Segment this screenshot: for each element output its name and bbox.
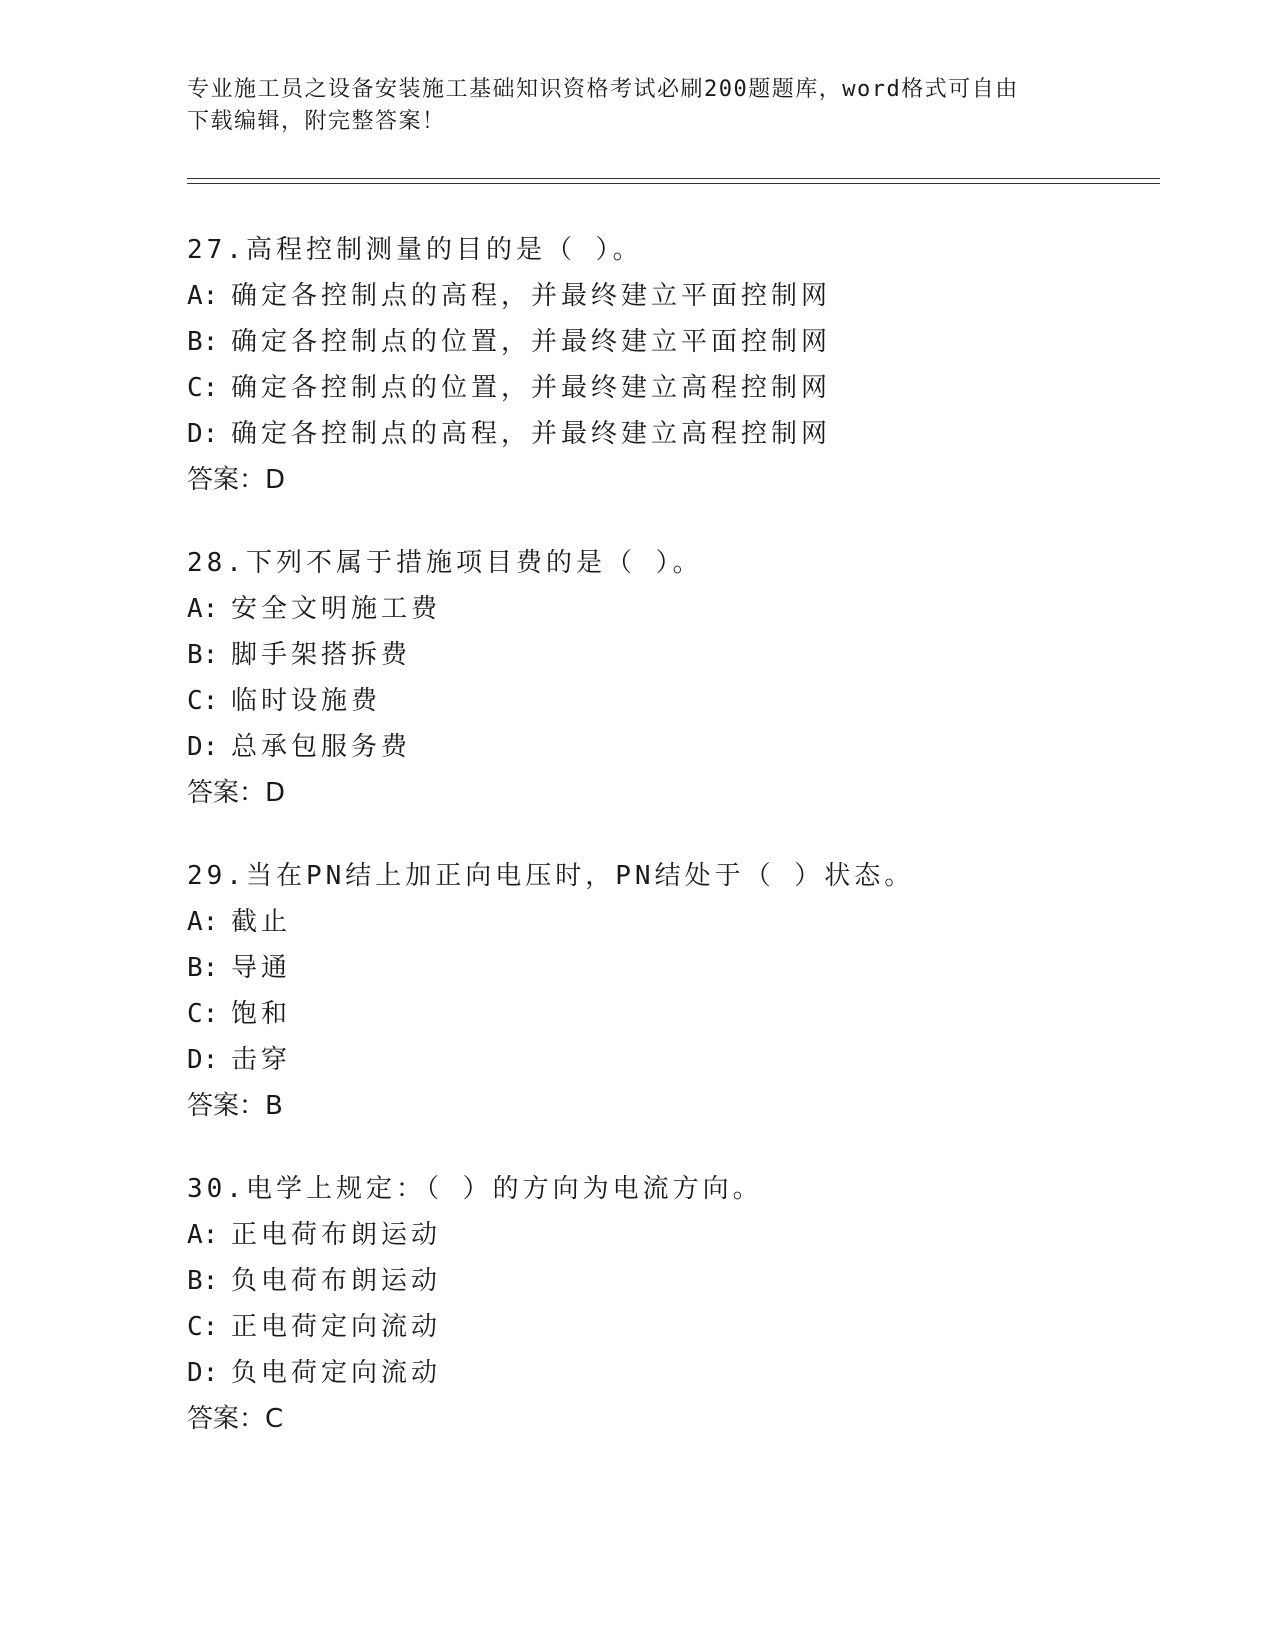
option-a [187, 899, 1147, 945]
answer-line: 答案：D [187, 778, 286, 808]
option-text: 确定各控制点的位置，并最终建立平面控制网 [231, 327, 832, 357]
option-c [187, 678, 1147, 724]
option-text: 负电荷定向流动 [231, 1358, 442, 1388]
option-key: B: [187, 327, 219, 357]
option-text: 安全文明施工费 [231, 594, 442, 624]
option-key: C: [187, 999, 219, 1029]
answer-line: 答案：D [187, 465, 286, 495]
option-c [187, 365, 1147, 411]
option-key: A: [187, 281, 219, 311]
option-d [187, 724, 1147, 770]
option-key: A: [187, 907, 219, 937]
question-block [187, 227, 1147, 503]
option-c [187, 1304, 1147, 1350]
option-text: 饱和 [231, 999, 292, 1029]
option-text: 脚手架搭拆费 [231, 640, 412, 670]
question-block [187, 540, 1147, 816]
option-key: B: [187, 953, 219, 983]
option-text: 确定各控制点的高程，并最终建立高程控制网 [231, 419, 832, 449]
option-d [187, 411, 1147, 457]
document-header [187, 74, 1087, 138]
option-b [187, 1258, 1147, 1304]
option-key: D: [187, 732, 219, 762]
option-key: A: [187, 1220, 219, 1250]
question-stem: 30.电学上规定：（ ）的方向为电流方向。 [187, 1174, 763, 1204]
option-text: 导通 [231, 953, 292, 983]
option-text: 正电荷布朗运动 [231, 1220, 442, 1250]
option-key: C: [187, 373, 219, 403]
option-key: C: [187, 686, 219, 716]
option-c [187, 991, 1147, 1037]
question-block [187, 1166, 1147, 1442]
option-text: 临时设施费 [231, 686, 382, 716]
question-stem: 27.高程控制测量的目的是（ ）。 [187, 235, 643, 265]
option-a [187, 586, 1147, 632]
answer-line: 答案：C [187, 1404, 284, 1434]
header-divider-bottom [187, 183, 1160, 184]
option-b [187, 319, 1147, 365]
option-text: 总承包服务费 [231, 732, 412, 762]
option-key: B: [187, 640, 219, 670]
option-text: 负电荷布朗运动 [231, 1266, 442, 1296]
option-text: 正电荷定向流动 [231, 1312, 442, 1342]
question-block [187, 853, 1147, 1129]
header-line-2: 下载编辑，附完整答案！ [187, 109, 446, 134]
option-b [187, 632, 1147, 678]
question-stem: 28.下列不属于措施项目费的是（ ）。 [187, 548, 703, 578]
option-key: A: [187, 594, 219, 624]
option-key: D: [187, 419, 219, 449]
option-b [187, 945, 1147, 991]
option-text: 确定各控制点的高程，并最终建立平面控制网 [231, 281, 832, 311]
option-text: 确定各控制点的位置，并最终建立高程控制网 [231, 373, 832, 403]
header-divider-top [187, 178, 1160, 179]
option-key: D: [187, 1045, 219, 1075]
option-d [187, 1037, 1147, 1083]
answer-line: 答案：B [187, 1091, 283, 1121]
option-d [187, 1350, 1147, 1396]
option-key: D: [187, 1358, 219, 1388]
option-key: B: [187, 1266, 219, 1296]
option-a [187, 273, 1147, 319]
option-text: 击穿 [231, 1045, 292, 1075]
question-stem: 29.当在PN结上加正向电压时，PN结处于（ ）状态。 [187, 861, 915, 891]
option-text: 截止 [231, 907, 292, 937]
option-key: C: [187, 1312, 219, 1342]
option-a [187, 1212, 1147, 1258]
header-line-1: 专业施工员之设备安装施工基础知识资格考试必刷200题题库，word格式可自由 [187, 77, 1019, 102]
